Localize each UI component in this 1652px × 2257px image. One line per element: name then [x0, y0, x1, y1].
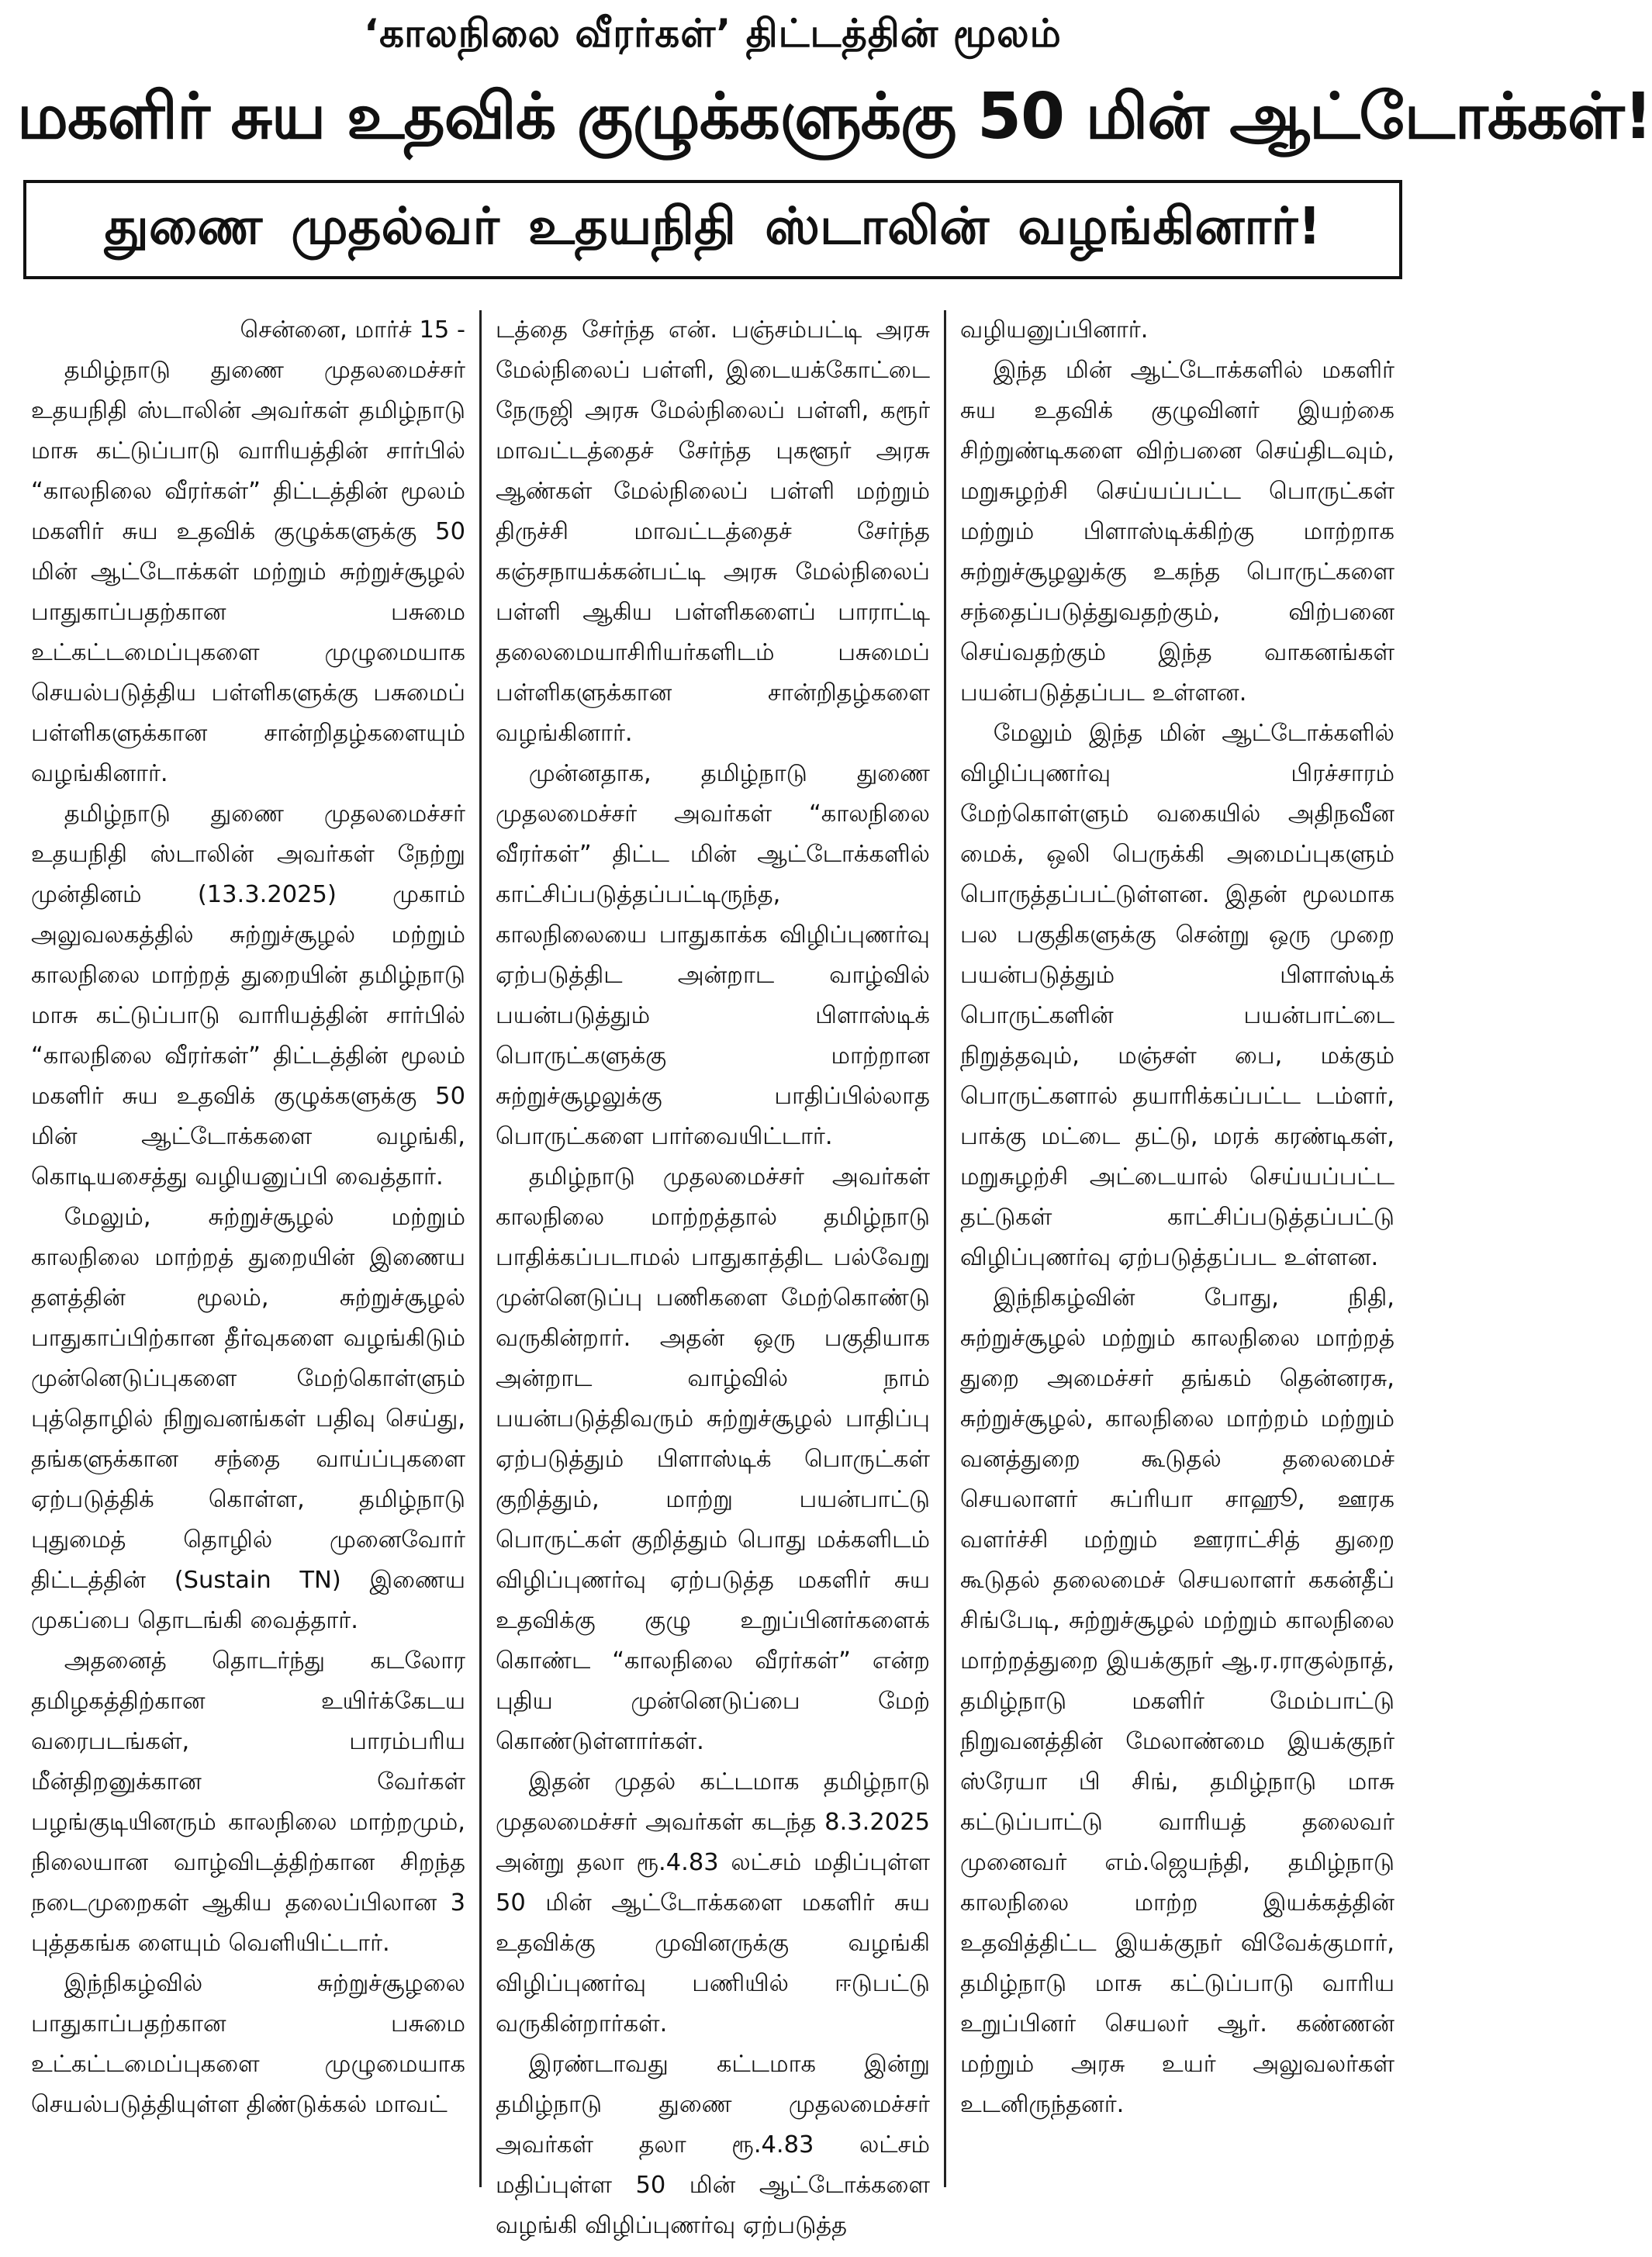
subheadline: துணை முதல்வர் உதயநிதி ஸ்டாலின் வழங்கினார்! [104, 196, 1322, 257]
paragraph: தமிழ்நாடு துணை முதலமைச்சர் உதயநிதி ஸ்டாலின் அவர்கள் தமிழ்நாடு மாசு கட்டுப்பாடு வாரியத்தின் சார்பில் “காலநிலை வீரர்கள்” திட்டத்தின் மூலம் மகளிர் சுய உதவிக் குழுக்களுக்கு 50 மின் ஆட்டோக்கள் மற்றும் சுற்றுச்சூழல் பாதுகாப்பதற்கான பசுமை உட்கட்டமைப்புகளை முழுமையாக செயல்படுத்திய பள்ளிகளுக்கு பசுமைப் பள்ளிகளுக்கான சான்றிதழ்களையும் வழங்கினார். [31, 357, 465, 788]
paragraph: வழியனுப்பினார். [960, 316, 1149, 344]
headline: மகளிர் சுய உதவிக் குழுக்களுக்கு 50 மின் ஆட்டோக்கள்! [17, 80, 1652, 154]
paragraph: முன்னதாக, தமிழ்நாடு துணை முதலமைச்சர் அவர்கள் “காலநிலை வீரர்கள்” திட்ட மின் ஆட்டோக்களில் காட்சிப்படுத்தப்பட்டிருந்த, காலநிலையை பாதுகாக்க விழிப்புணர்வு ஏற்படுத்திட அன்றாட வாழ்வில் பயன்படுத்தும் பிளாஸ்டிக் பொருட்களுக்கு மாற்றான சுற்றுச்சூழலுக்கு பாதிப்பில்லாத பொருட்களை பார்வையிட்டார். [496, 760, 930, 1151]
paragraph: தமிழ்நாடு துணை முதலமைச்சர் உதயநிதி ஸ்டாலின் அவர்கள் நேற்று முன்தினம் (13.3.2025) முகாம் அலுவலகத்தில் சுற்றுச்சூழல் மற்றும் காலநிலை மாற்றத் துறையின் தமிழ்நாடு மாசு கட்டுப்பாடு வாரியத்தின் சார்பில் “காலநிலை வீரர்கள்” திட்டத்தின் மூலம் மகளிர் சுய உதவிக் குழுக்களுக்கு 50 மின் ஆட்டோக்களை வழங்கி, கொடியசைத்து வழியனுப்பி வைத்தார். [31, 800, 465, 1191]
column-3 [944, 310, 1408, 2187]
paragraph: மேலும், சுற்றுச்சூழல் மற்றும் காலநிலை மாற்றத் துறையின் இணைய தளத்தின் மூலம், சுற்றுச்சூழல் பாதுகாப்பிற்கான தீர்வுகளை வழங்கிடும் முன்னெடுப்புகளை மேற்கொள்ளும் புத்தொழில் நிறுவனங்கள் பதிவு செய்து, தங்களுக்கான சந்தை வாய்ப்புகளை ஏற்படுத்திக் கொள்ள, தமிழ்நாடு புதுமைத் தொழில் முனைவோர் திட்டத்தின் (Sustain TN) இணைய முகப்பை தொடங்கி வைத்தார். [31, 1204, 465, 1635]
paragraph: இந்நிகழ்வின் போது, நிதி, சுற்றுச்சூழல் மற்றும் காலநிலை மாற்றத் துறை அமைச்சர் தங்கம் தென்னரசு, சுற்றுச்சூழல், காலநிலை மாற்றம் மற்றும் வனத்துறை கூடுதல் தலைமைச் செயலாளர் சுப்ரியா சாஹூ, ஊரக வளர்ச்சி மற்றும் ஊராட்சித் துறை கூடுதல் தலைமைச் செயலாளர் ககன்தீப் சிங்பேடி, சுற்றுச்சூழல் மற்றும் காலநிலை மாற்றத்துறை இயக்குநர் ஆ.ர.ராகுல்நாத், தமிழ்நாடு மகளிர் மேம்பாட்டு நிறுவனத்தின் மேலாண்மை இயக்குநர் ஸ்ரேயா பி சிங், தமிழ்நாடு மாசு கட்டுப்பாட்டு வாரியத் தலைவர் முனைவர் எம்.ஜெயந்தி, தமிழ்நாடு காலநிலை மாற்ற இயக்கத்தின் உதவித்திட்ட இயக்குநர் விவேக்குமார், தமிழ்நாடு மாசு கட்டுப்பாடு வாரிய உறுப்பினர் செயலர் ஆர். கண்ணன் மற்றும் அரசு உயர் அலுவலர்கள் உடனிருந்தனர். [960, 1284, 1395, 2119]
paragraph: டத்தை சேர்ந்த என். பஞ்சம்பட்டி அரசு மேல்நிலைப் பள்ளி, இடையக்கோட்டை நேருஜி அரசு மேல்நிலைப் பள்ளி, கரூர் மாவட்டத்தைச் சேர்ந்த புகளூர் அரசு ஆண்கள் மேல்நிலைப் பள்ளி மற்றும் திருச்சி மாவட்டத்தைச் சேர்ந்த கஞ்சநாயக்கன்பட்டி அரசு மேல்நிலைப் பள்ளி ஆகிய பள்ளிகளைப் பாராட்டி தலைமையாசிரியர்களிடம் பசுமைப் பள்ளிகளுக்கான சான்றிதழ்களை வழங்கினார். [496, 316, 930, 748]
article-columns [17, 310, 1408, 2240]
column-2 [479, 310, 944, 2240]
kicker: ‘காலநிலை வீரர்கள்’ திட்டத்தின் மூலம் [364, 11, 1062, 56]
paragraph: இந்த மின் ஆட்டோக்களில் மகளிர் சுய உதவிக் குழுவினர் இயற்கை சிற்றுண்டிகளை விற்பனை செய்திடவும், மறுசுழற்சி செய்யப்பட்ட பொருட்கள் மற்றும் பிளாஸ்டிக்கிற்கு மாற்றாக சுற்றுச்சூழலுக்கு உகந்த பொருட்களை சந்தைப்படுத்துவதற்கும், விற்பனை செய்வதற்கும் இந்த வாகனங்கள் பயன்படுத்தப்பட உள்ளன. [960, 357, 1395, 707]
paragraph: அதனைத் தொடர்ந்து கடலோர தமிழகத்திற்கான உயிர்க்கேடய வரைபடங்கள், பாரம்பரிய மீன்திறனுக்கான வேர்கள் பழங்குடியினரும் காலநிலை மாற்றமும், நிலையான வாழ்விடத்திற்கான சிறந்த நடைமுறைகள் ஆகிய தலைப்பிலான 3 புத்தகங்க ளையும் வெளியிட்டார். [31, 1647, 465, 1958]
dateline: சென்னை, மார்ச் 15 - [240, 316, 465, 344]
paragraph: இதன் முதல் கட்டமாக தமிழ்நாடு முதலமைச்சர் அவர்கள் கடந்த 8.3.2025 அன்று தலா ரூ.4.83 லட்சம் மதிப்புள்ள 50 மின் ஆட்டோக்களை மகளிர் சுய உதவிக்கு முவினருக்கு வழங்கி விழிப்புணர்வு பணியில் ஈடுபட்டு வருகின்றார்கள். [496, 1768, 930, 2038]
subheadline-box [23, 180, 1402, 279]
column-1 [17, 310, 479, 2187]
paragraph: மேலும் இந்த மின் ஆட்டோக்களில் விழிப்புணர்வு பிரச்சாரம் மேற்கொள்ளும் வகையில் அதிநவீன மைக், ஒலி பெருக்கி அமைப்புகளும் பொருத்தப்பட்டுள்ளன. இதன் மூலமாக பல பகுதிகளுக்கு சென்று ஒரு முறை பயன்படுத்தும் பிளாஸ்டிக் பொருட்களின் பயன்பாட்டை நிறுத்தவும், மஞ்சள் பை, மக்கும் பொருட்களால் தயாரிக்கப்பட்ட டம்ளர், பாக்கு மட்டை தட்டு, மரக் கரண்டிகள், மறுசுழற்சி அட்டையால் செய்யப்பட்ட தட்டுகள் காட்சிப்படுத்தப்பட்டு விழிப்புணர்வு ஏற்படுத்தப்பட உள்ளன. [960, 720, 1395, 1272]
paragraph: இந்நிகழ்வில் சுற்றுச்சூழலை பாதுகாப்பதற்கான பசுமை உட்கட்டமைப்புகளை முழுமையாக செயல்படுத்தியுள்ள திண்டுக்கல் மாவட் [31, 1970, 465, 2119]
paragraph: இரண்டாவது கட்டமாக இன்று தமிழ்நாடு துணை முதலமைச்சர் அவர்கள் தலா ரூ.4.83 லட்சம் மதிப்புள்ள 50 மின் ஆட்டோக்களை வழங்கி விழிப்புணர்வு ஏற்படுத்த [496, 2051, 930, 2240]
paragraph: தமிழ்நாடு முதலமைச்சர் அவர்கள் காலநிலை மாற்றத்தால் தமிழ்நாடு பாதிக்கப்படாமல் பாதுகாத்திட பல்வேறு முன்னெடுப்பு பணிகளை மேற்கொண்டு வருகின்றார். அதன் ஒரு பகுதியாக அன்றாட வாழ்வில் நாம் பயன்படுத்திவரும் சுற்றுச்சூழல் பாதிப்பு ஏற்படுத்தும் பிளாஸ்டிக் பொருட்கள் குறித்தும், மாற்று பயன்பாட்டு பொருட்கள் குறித்தும் பொது மக்களிடம் விழிப்புணர்வு ஏற்படுத்த மகளிர் சுய உதவிக்கு குழு உறுப்பினர்களைக் கொண்ட “காலநிலை வீரர்கள்” என்ற புதிய முன்னெடுப்பை மேற் கொண்டுள்ளார்கள். [496, 1163, 930, 1756]
